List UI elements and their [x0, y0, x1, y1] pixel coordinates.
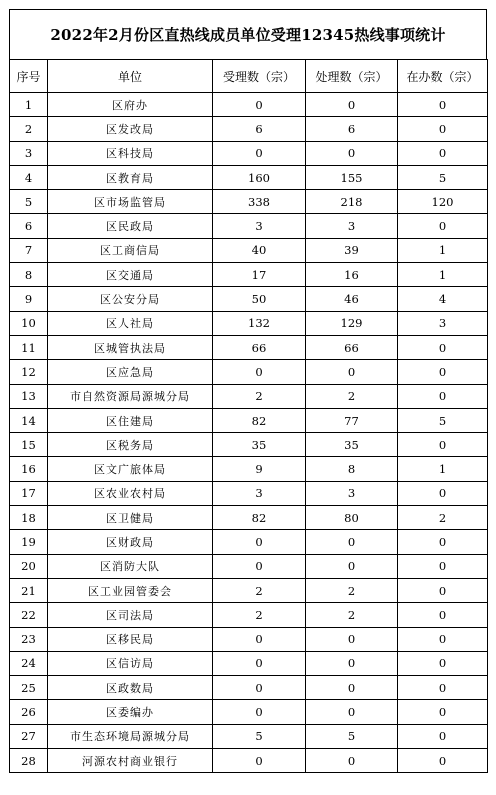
cell-pending: 2 [398, 506, 488, 530]
cell-pending: 120 [398, 190, 488, 214]
cell-pending: 0 [398, 214, 488, 238]
cell-pending: 5 [398, 408, 488, 432]
cell-pending: 0 [398, 700, 488, 724]
cell-received: 0 [213, 676, 306, 700]
cell-unit: 区财政局 [48, 530, 213, 554]
cell-unit: 河源农村商业银行 [48, 749, 213, 773]
table-row [10, 676, 488, 700]
cell-processed: 39 [306, 238, 398, 262]
cell-unit: 区住建局 [48, 408, 213, 432]
table-row [10, 554, 488, 578]
cell-pending: 0 [398, 433, 488, 457]
table-row [10, 360, 488, 384]
cell-unit: 区税务局 [48, 433, 213, 457]
cell-processed: 16 [306, 263, 398, 287]
cell-received: 50 [213, 287, 306, 311]
table-title-box [9, 9, 487, 59]
cell-unit: 区科技局 [48, 141, 213, 165]
cell-processed: 0 [306, 651, 398, 675]
cell-received: 9 [213, 457, 306, 481]
cell-unit: 区人社局 [48, 311, 213, 335]
cell-processed: 155 [306, 165, 398, 189]
cell-processed: 3 [306, 214, 398, 238]
table-row [10, 749, 488, 773]
cell-unit: 区市场监管局 [48, 190, 213, 214]
cell-unit: 区委编办 [48, 700, 213, 724]
cell-processed: 0 [306, 554, 398, 578]
cell-processed: 0 [306, 627, 398, 651]
cell-received: 82 [213, 506, 306, 530]
table-row [10, 603, 488, 627]
header-index: 序号 [10, 60, 48, 93]
cell-processed: 0 [306, 360, 398, 384]
cell-unit: 区政数局 [48, 676, 213, 700]
cell-unit: 区工业园管委会 [48, 578, 213, 602]
cell-index: 7 [10, 238, 48, 262]
cell-processed: 0 [306, 700, 398, 724]
cell-received: 66 [213, 335, 306, 359]
table-title: 2022年2月份区直热线成员单位受理12345热线事项统计 [50, 26, 446, 44]
cell-index: 10 [10, 311, 48, 335]
cell-index: 20 [10, 554, 48, 578]
cell-index: 17 [10, 481, 48, 505]
cell-index: 6 [10, 214, 48, 238]
cell-pending: 0 [398, 384, 488, 408]
cell-processed: 8 [306, 457, 398, 481]
cell-unit: 区移民局 [48, 627, 213, 651]
cell-pending: 0 [398, 603, 488, 627]
cell-pending: 3 [398, 311, 488, 335]
table-row [10, 578, 488, 602]
cell-unit: 区府办 [48, 93, 213, 117]
cell-pending: 0 [398, 749, 488, 773]
cell-received: 3 [213, 214, 306, 238]
cell-received: 0 [213, 360, 306, 384]
cell-unit: 区民政局 [48, 214, 213, 238]
cell-processed: 5 [306, 724, 398, 748]
cell-processed: 129 [306, 311, 398, 335]
cell-index: 23 [10, 627, 48, 651]
cell-processed: 0 [306, 93, 398, 117]
cell-pending: 5 [398, 165, 488, 189]
cell-pending: 0 [398, 651, 488, 675]
cell-index: 9 [10, 287, 48, 311]
cell-index: 16 [10, 457, 48, 481]
header-pending: 在办数（宗） [398, 60, 488, 93]
table-row [10, 700, 488, 724]
table-row [10, 530, 488, 554]
cell-received: 40 [213, 238, 306, 262]
cell-unit: 区消防大队 [48, 554, 213, 578]
cell-index: 27 [10, 724, 48, 748]
cell-received: 0 [213, 651, 306, 675]
header-row [10, 60, 488, 93]
cell-processed: 6 [306, 117, 398, 141]
cell-unit: 区发改局 [48, 117, 213, 141]
table-row [10, 141, 488, 165]
table-row [10, 506, 488, 530]
table-row [10, 651, 488, 675]
cell-processed: 66 [306, 335, 398, 359]
cell-pending: 0 [398, 335, 488, 359]
cell-pending: 1 [398, 457, 488, 481]
cell-index: 24 [10, 651, 48, 675]
cell-received: 338 [213, 190, 306, 214]
cell-received: 0 [213, 554, 306, 578]
cell-index: 3 [10, 141, 48, 165]
cell-unit: 区城管执法局 [48, 335, 213, 359]
cell-received: 0 [213, 700, 306, 724]
cell-index: 1 [10, 93, 48, 117]
cell-received: 17 [213, 263, 306, 287]
cell-received: 82 [213, 408, 306, 432]
cell-pending: 0 [398, 578, 488, 602]
cell-unit: 区交通局 [48, 263, 213, 287]
cell-index: 25 [10, 676, 48, 700]
cell-pending: 0 [398, 530, 488, 554]
cell-processed: 0 [306, 676, 398, 700]
header-processed: 处理数（宗） [306, 60, 398, 93]
table-row [10, 93, 488, 117]
cell-index: 2 [10, 117, 48, 141]
cell-processed: 46 [306, 287, 398, 311]
cell-processed: 2 [306, 603, 398, 627]
table-row [10, 724, 488, 748]
cell-index: 5 [10, 190, 48, 214]
cell-received: 5 [213, 724, 306, 748]
statistics-table [9, 59, 488, 773]
cell-received: 132 [213, 311, 306, 335]
cell-pending: 1 [398, 238, 488, 262]
header-received: 受理数（宗） [213, 60, 306, 93]
table-row [10, 384, 488, 408]
statistics-sheet [9, 9, 487, 773]
cell-index: 22 [10, 603, 48, 627]
cell-unit: 区信访局 [48, 651, 213, 675]
cell-pending: 0 [398, 93, 488, 117]
cell-received: 35 [213, 433, 306, 457]
cell-received: 0 [213, 141, 306, 165]
cell-received: 6 [213, 117, 306, 141]
cell-processed: 80 [306, 506, 398, 530]
table-row [10, 165, 488, 189]
table-body [10, 93, 488, 773]
cell-received: 0 [213, 749, 306, 773]
cell-index: 19 [10, 530, 48, 554]
cell-processed: 2 [306, 578, 398, 602]
cell-processed: 2 [306, 384, 398, 408]
cell-processed: 0 [306, 141, 398, 165]
cell-received: 3 [213, 481, 306, 505]
cell-index: 4 [10, 165, 48, 189]
cell-index: 26 [10, 700, 48, 724]
table-row [10, 238, 488, 262]
cell-received: 2 [213, 578, 306, 602]
cell-received: 2 [213, 384, 306, 408]
table-row [10, 214, 488, 238]
cell-pending: 0 [398, 627, 488, 651]
cell-unit: 市生态环境局源城分局 [48, 724, 213, 748]
cell-index: 12 [10, 360, 48, 384]
cell-index: 21 [10, 578, 48, 602]
cell-processed: 218 [306, 190, 398, 214]
table-row [10, 335, 488, 359]
table-row [10, 117, 488, 141]
cell-received: 0 [213, 627, 306, 651]
cell-unit: 区文广旅体局 [48, 457, 213, 481]
table-row [10, 481, 488, 505]
cell-pending: 0 [398, 117, 488, 141]
cell-pending: 0 [398, 481, 488, 505]
cell-received: 0 [213, 530, 306, 554]
cell-unit: 区公安分局 [48, 287, 213, 311]
cell-pending: 1 [398, 263, 488, 287]
cell-received: 160 [213, 165, 306, 189]
header-unit: 单位 [48, 60, 213, 93]
cell-processed: 35 [306, 433, 398, 457]
cell-index: 11 [10, 335, 48, 359]
table-row [10, 433, 488, 457]
cell-index: 28 [10, 749, 48, 773]
cell-pending: 0 [398, 554, 488, 578]
cell-processed: 0 [306, 530, 398, 554]
cell-pending: 0 [398, 141, 488, 165]
table-row [10, 408, 488, 432]
cell-processed: 0 [306, 749, 398, 773]
cell-processed: 77 [306, 408, 398, 432]
cell-unit: 区卫健局 [48, 506, 213, 530]
cell-received: 0 [213, 93, 306, 117]
cell-unit: 市自然资源局源城分局 [48, 384, 213, 408]
cell-unit: 区工商信局 [48, 238, 213, 262]
cell-unit: 区司法局 [48, 603, 213, 627]
cell-index: 8 [10, 263, 48, 287]
table-row [10, 190, 488, 214]
cell-pending: 0 [398, 724, 488, 748]
table-row [10, 287, 488, 311]
cell-pending: 0 [398, 360, 488, 384]
cell-unit: 区农业农村局 [48, 481, 213, 505]
cell-index: 13 [10, 384, 48, 408]
table-row [10, 457, 488, 481]
cell-unit: 区教育局 [48, 165, 213, 189]
cell-pending: 0 [398, 676, 488, 700]
cell-processed: 3 [306, 481, 398, 505]
cell-received: 2 [213, 603, 306, 627]
cell-pending: 4 [398, 287, 488, 311]
cell-unit: 区应急局 [48, 360, 213, 384]
table-row [10, 627, 488, 651]
table-row [10, 311, 488, 335]
cell-index: 15 [10, 433, 48, 457]
cell-index: 14 [10, 408, 48, 432]
cell-index: 18 [10, 506, 48, 530]
table-row [10, 263, 488, 287]
